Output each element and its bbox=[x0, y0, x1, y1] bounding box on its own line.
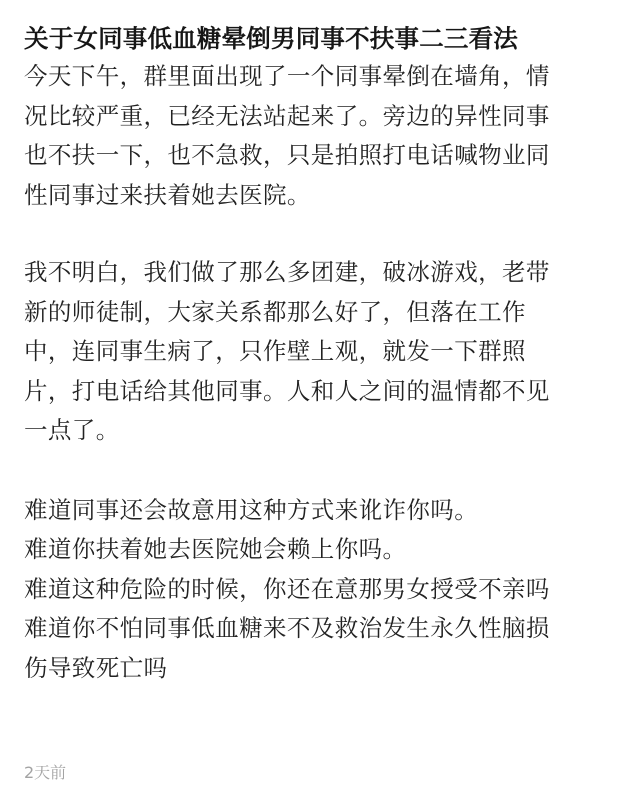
paragraph-line: 难道同事还会故意用这种方式来讹诈你吗。 bbox=[24, 495, 479, 524]
paragraph-line: 难道你不怕同事低血糖来不及救治发生永久性脑损 bbox=[24, 614, 550, 642]
paragraph-line: 也不扶一下，也不急救，只是拍照打电话喊物业同 bbox=[24, 141, 550, 169]
paragraph-line: 一点了。 bbox=[24, 416, 120, 444]
post-timestamp: 2天前 bbox=[24, 763, 67, 782]
post-paragraph bbox=[24, 253, 612, 451]
paragraph-line: 我不明白，我们做了那么多团建，破冰游戏，老带 bbox=[24, 258, 550, 286]
post-paragraph bbox=[24, 491, 612, 689]
paragraph-line: 片，打电话给其他同事。人和人之间的温情都不见 bbox=[24, 376, 550, 405]
paragraph-line: 难道你扶着她去医院她会赖上你吗。 bbox=[24, 535, 407, 563]
paragraph-line: 今天下午，群里面出现了一个同事晕倒在墙角，情 bbox=[24, 62, 550, 90]
paragraph-line: 难道这种危险的时候，你还在意那男女授受不亲吗 bbox=[24, 574, 550, 603]
post-title: 关于女同事低血糖晕倒男同事不扶事二三看法 bbox=[24, 24, 518, 53]
paragraph-line: 新的师徒制，大家关系都那么好了，但落在工作 bbox=[24, 297, 526, 326]
paragraph-line: 伤导致死亡吗 bbox=[24, 653, 168, 682]
paragraph-line: 性同事过来扶着她去医院。 bbox=[24, 180, 311, 209]
paragraph-line: 况比较严重，已经无法站起来了。旁边的异性同事 bbox=[24, 101, 550, 130]
paragraph-line: 中，连同事生病了，只作壁上观，就发一下群照 bbox=[24, 337, 526, 365]
post-paragraph bbox=[24, 57, 612, 215]
